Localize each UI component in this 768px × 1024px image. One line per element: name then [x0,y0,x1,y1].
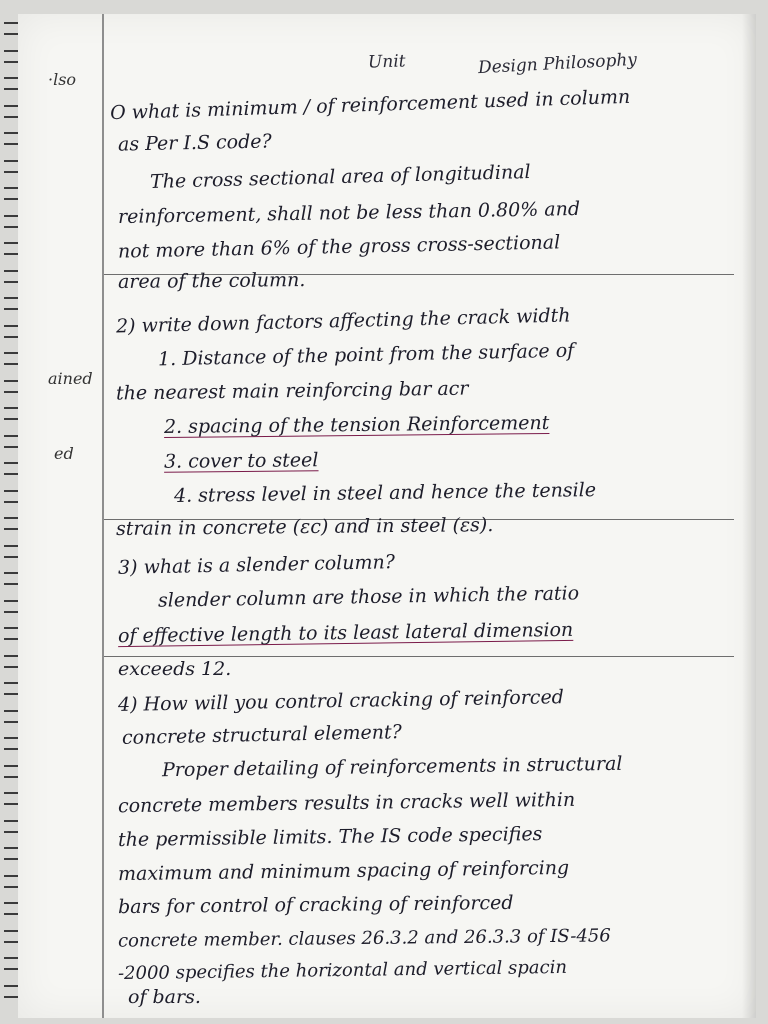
margin-note-lower: ed [54,444,74,463]
a4-line-1: Proper detailing of reinforcements in structural [161,752,623,782]
a3-line-3: exceeds 12. [118,658,232,680]
q3-line-1: 3) what is a slender column? [117,551,396,579]
margin-note-middle: ained [48,369,93,388]
a4-line-7: -2000 specifies the horizontal and vertical spacin [117,956,568,985]
a4-line-3: the permissible limits. The IS code specifies [117,823,543,851]
a2-point-4-cont: strain in concrete (εc) and in steel (εs). [115,514,494,540]
q4-line-2: concrete structural element? [121,721,403,749]
margin-line [102,14,104,1018]
header-unit: Unit [367,51,406,73]
q2-line-1: 2) write down factors affecting the crack width [115,304,571,338]
a1-line-4: area of the column. [117,269,306,293]
a4-line-4: maximum and minimum spacing of reinforcing [117,856,570,886]
a4-line-6: concrete member. clauses 26.3.2 and 26.3.3 of IS-456 [117,925,611,952]
a4-line-8: of bars. [128,986,201,1008]
a3-line-1: slender column are those in which the ratio [157,582,580,612]
notebook-page [18,14,756,1018]
header-title: Design Philosophy [477,49,638,79]
q1-line-2: as Per I.S code? [117,130,272,156]
a4-line-2: concrete members results in cracks well within [117,788,576,818]
a1-line-1: The cross sectional area of longitudinal [149,161,531,193]
margin-note-top: ·lso [48,70,77,89]
a1-line-2: reinforcement, shall not be less than 0.80% and [117,197,581,229]
a2-point-4: 4. stress level in steel and hence the tensile [173,479,597,507]
q1-line-1: O what is minimum / of reinforcement used in column [109,85,631,125]
a2-point-1-cont: the nearest main reinforcing bar acr [115,377,469,405]
q4-line-1: 4) How will you control cracking of reinforced [117,686,565,716]
separator-rule-3 [104,656,734,657]
a2-point-3: 3. cover to steel [163,449,319,473]
a2-point-1: 1. Distance of the point from the surface of [157,339,575,371]
a3-line-2: of effective length to its least lateral dimension [117,618,574,648]
a1-line-3: not more than 6% of the gross cross-sectional [117,231,561,263]
page-edge-shadow [742,14,756,1018]
a4-line-5: bars for control of cracking of reinforced [117,891,514,919]
a2-point-2: 2. spacing of the tension Reinforcement [163,411,550,439]
